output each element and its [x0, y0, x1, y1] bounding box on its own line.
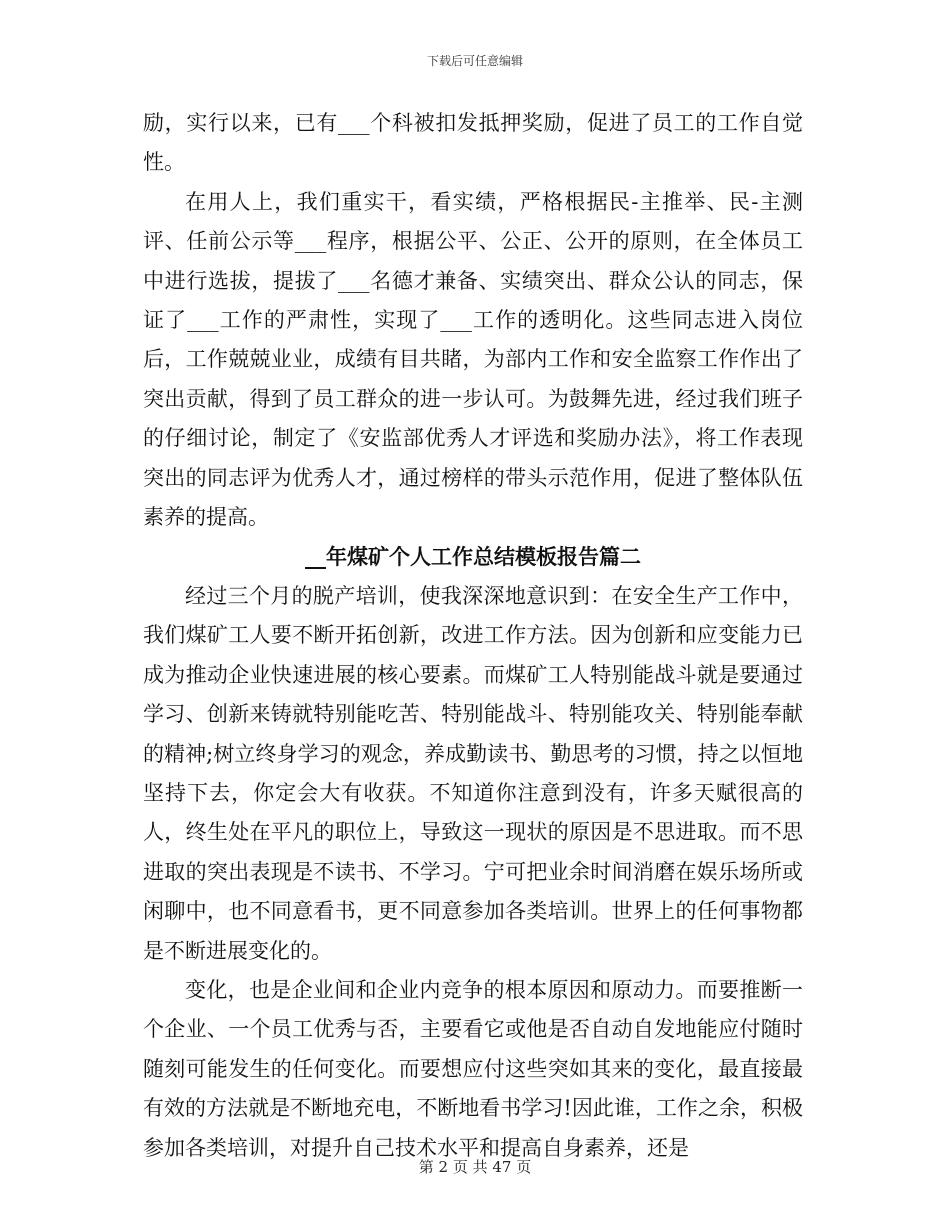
paragraph-change: 变化，也是企业间和企业内竞争的根本原因和原动力。而要推断一个企业、一个员工优秀与否，主要看它或他是否自动自发地能应付随时随刻可能发生的任何变化。而要想应付这些突如其来的变化，最直接最有效的方法就是不断地充电，不断地看书学习!因此谁，工作之余，积极参加各类培训，对提升自己技术水平和提高自身素养，还是 — [143, 977, 803, 1160]
paragraph-personnel: 在用人上，我们重实干，看实绩，严格根据民-主推举、民-主测评、任前公示等___程序，根据公平、公正、公开的原则，在全体员工中进行选拔，提拔了___名德才兼备、实绩突出、群众公认的同志，保证了___工作的严肃性，实现了___工作的透明化。这些同志进入岗位后，工作兢兢业业，成绩有目共睹，为部内工作和安全监察工作作出了突出贡献，得到了员工群众的进一步认可。为鼓舞先进，经过我们班子的仔细讨论，制定了《安监部优秀人才评选和奖励办法》，将工作表现突出的同志评为优秀人才，通过榜样的带头示范作用，促进了整体队伍素养的提高。 — [143, 189, 803, 530]
section-title: __年煤矿个人工作总结模板报告篇二 — [305, 544, 641, 570]
document-body — [143, 104, 803, 1168]
paragraph-training: 经过三个月的脱产培训，使我深深地意识到：在安全生产工作中，我们煤矿工人要不断开拓创新，改进工作方法。因为创新和应变能力已成为推动企业快速进展的核心要素。而煤矿工人特别能战斗就是要通过学习、创新来铸就特别能吃苦、特别能战斗、特别能攻关、特别能奉献的精神;树立终身学习的观念，养成勤读书、勤思考的习惯，持之以恒地坚持下去，你定会大有收获。不知道你注意到没有，许多天赋很高的人，终生处在平凡的职位上，导致这一现状的原因是不思进取。而不思进取的突出表现是不读书、不学习。宁可把业余时间消磨在娱乐场所或闲聊中，也不同意看书，更不同意参加各类培训。世界上的任何事物都是不断进展变化的。 — [143, 583, 803, 963]
paragraph-continuation: 励，实行以来，已有___个科被扣发抵押奖励，促进了员工的工作自觉性。 — [143, 111, 803, 175]
page-header-note: 下载后可任意编辑 — [426, 54, 523, 68]
page-number: 第 2 页 共 47 页 — [418, 1158, 532, 1176]
